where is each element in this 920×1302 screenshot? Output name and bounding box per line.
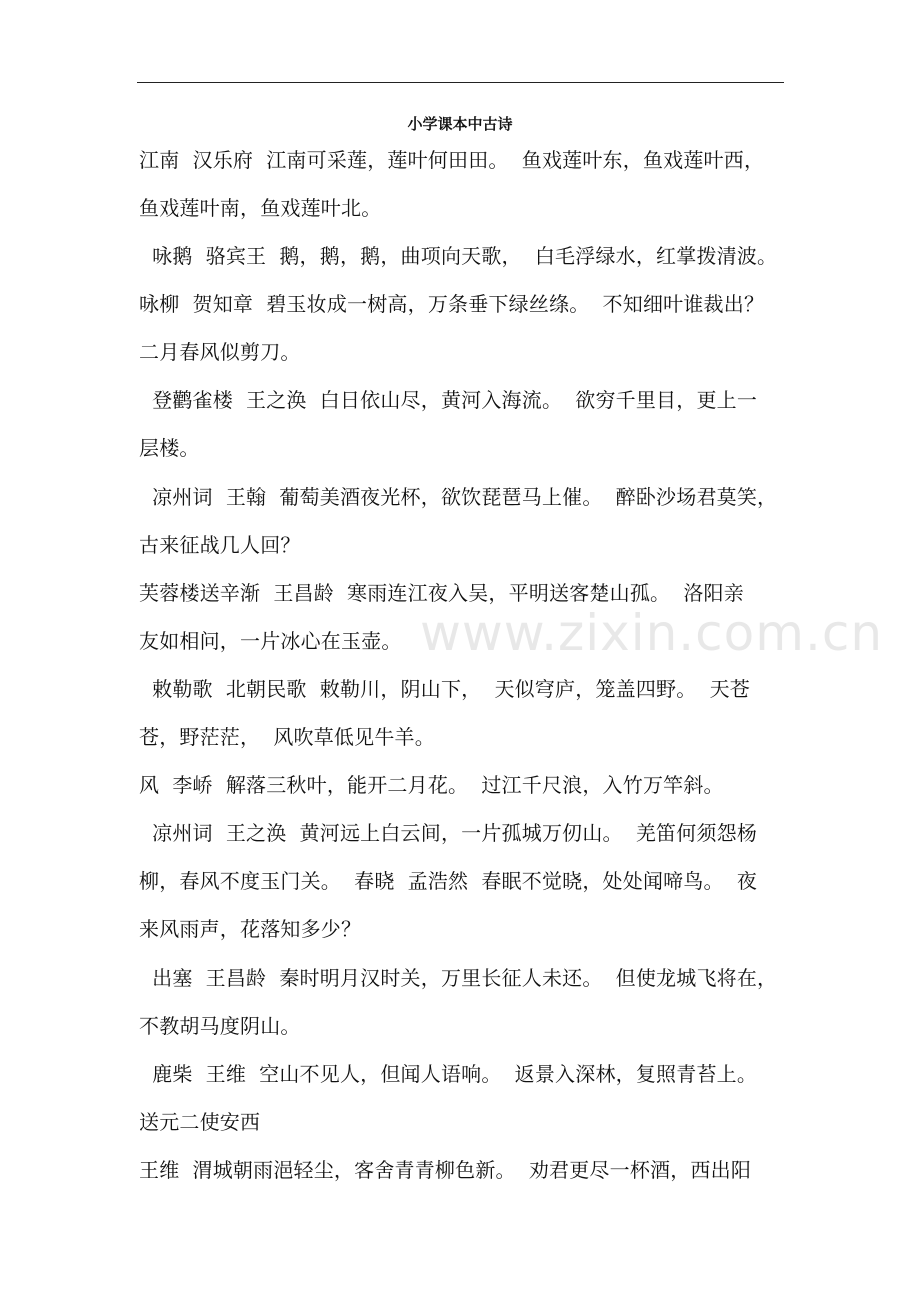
poem-line-21: 送元二使安西	[139, 1110, 261, 1134]
poem-line-22: 王维 渭城朝雨浥轻尘，客舍青青柳色新。 劝君更尽一杯酒，西出阳	[139, 1158, 752, 1182]
poem-line-11: 友如相问，一片冰心在玉壶。	[139, 629, 402, 653]
poem-line-2: 鱼戏莲叶南，鱼戏莲叶北。	[139, 196, 382, 220]
poem-line-14: 风 李峤 解落三秋叶，能开二月花。 过江千尺浪，入竹万竿斜。	[139, 773, 724, 797]
poem-line-20: 鹿柴 王维 空山不见人，但闻人语响。 返景入深林，复照青苔上。	[139, 1062, 758, 1086]
poem-line-10: 芙蓉楼送辛渐 王昌龄 寒雨连江夜入吴，平明送客楚山孤。 洛阳亲	[139, 581, 744, 605]
page-title: 小学课本中古诗	[407, 115, 513, 133]
header-rule	[137, 82, 784, 83]
poem-line-8: 凉州词 王翰 葡萄美酒夜光杯，欲饮琵琶马上催。 醉卧沙场君莫笑，	[139, 485, 778, 509]
watermark: www.zixin.com.cn	[420, 604, 884, 662]
poem-line-19: 不教胡马度阴山。	[139, 1014, 301, 1038]
poem-line-16: 柳，春风不度玉门关。 春晓 孟浩然 春眠不觉晓，处处闻啼鸟。 夜	[139, 869, 758, 893]
poem-line-6: 登鹳雀楼 王之涣 白日依山尽，黄河入海流。 欲穷千里目，更上一	[139, 388, 758, 412]
poem-line-17: 来风雨声，花落知多少？	[139, 917, 362, 941]
poem-line-13: 苍，野茫茫， 风吹草低见牛羊。	[139, 725, 435, 749]
poem-line-5: 二月春风似剪刀。	[139, 340, 301, 364]
poem-line-12: 敕勒歌 北朝民歌 敕勒川，阴山下， 天似穹庐，笼盖四野。 天苍	[139, 677, 750, 701]
poem-line-3: 咏鹅 骆宾王 鹅，鹅，鹅，曲项向天歌， 白毛浮绿水，红掌拨清波。	[139, 244, 778, 268]
poem-line-18: 出塞 王昌龄 秦时明月汉时关，万里长征人未还。 但使龙城飞将在，	[139, 966, 778, 990]
poem-line-15: 凉州词 王之涣 黄河远上白云间，一片孤城万仞山。 羌笛何须怨杨	[139, 821, 758, 845]
poem-line-9: 古来征战几人回？	[139, 533, 301, 557]
poem-line-1: 江南 汉乐府 江南可采莲，莲叶何田田。 鱼戏莲叶东，鱼戏莲叶西，	[139, 148, 765, 172]
poem-line-7: 层楼。	[139, 436, 200, 460]
poem-line-4: 咏柳 贺知章 碧玉妆成一树高，万条垂下绿丝绦。 不知细叶谁裁出？	[139, 292, 765, 316]
